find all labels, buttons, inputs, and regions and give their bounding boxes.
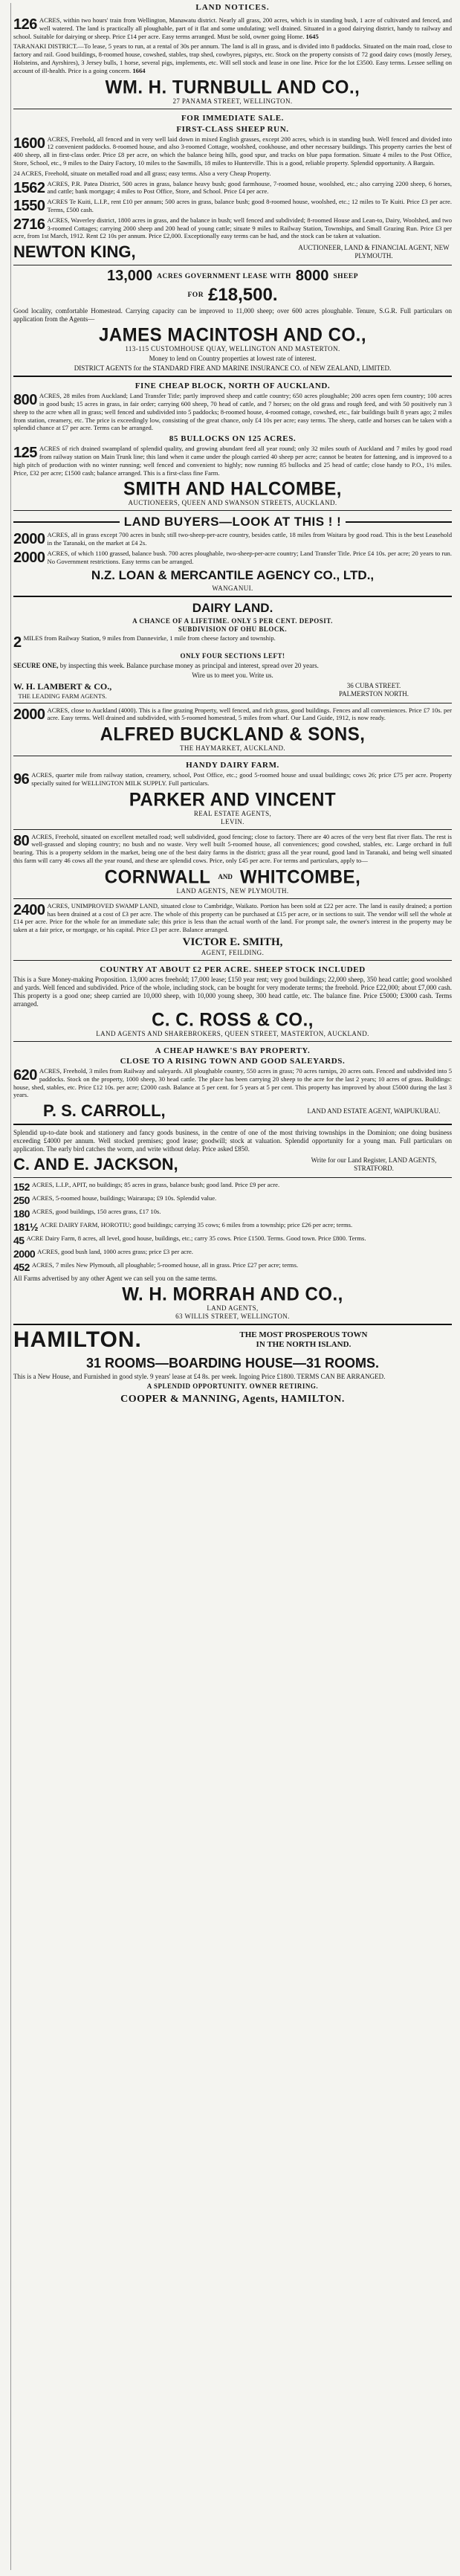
- listing-text: ACRES, 5-roomed house, buildings; Wairarapa; £9 10s. Splendid value.: [31, 1194, 217, 1202]
- firm-row: [13, 1155, 452, 1174]
- firm-name: JAMES MACINTOSH AND CO.,: [98, 324, 367, 346]
- listing-text: ACRE Dairy Farm, 8 acres, all level, good house, buildings, etc.; carry 35 cows. Price £1500. Terms. Good town. Price £800. Terms.: [26, 1234, 366, 1243]
- ad-nz-loan: [13, 511, 452, 596]
- ad-heading: A CHEAP HAWKE'S BAY PROPERTY.: [155, 1046, 311, 1056]
- acreage: 800: [13, 392, 37, 409]
- firm-town: LEVIN.: [221, 817, 244, 825]
- listing-text: ACRES, Freehold, 3 miles from Railway and saleyards. All ploughable country, 550 acres in grass; 70 acres turnips, 20 acres oats. Fenced and subdivided into 5 paddocks. Stock on the property, 1000 sheep, 30 head cattle. The place has been carrying 20 sheep to the acre for the last 2 years; 10 acres of grass. Buildings: house, shed, stables, etc. Price £12 10s. per acre; £2000 cash. Balance at 5 per cent. for 5 years at 5 per cent. This property has improved by about £5000 during the last 3 years.: [13, 1067, 452, 1099]
- ad-subheading: FIRST-CLASS SHEEP RUN.: [176, 124, 289, 134]
- firm-address-block: [296, 682, 452, 698]
- firm-row: [13, 867, 452, 887]
- ad-heading: HANDY DAIRY FARM.: [186, 761, 279, 770]
- firm-row: [13, 681, 452, 700]
- banner-heading: LAND BUYERS—LOOK AT THIS ! !: [123, 515, 342, 529]
- firm-and: AND: [218, 873, 233, 881]
- listing: [13, 531, 452, 547]
- listing-text: ACRES, all in grass except 700 acres in bush; still two-sheep-per-acre country, besides cattle, 18 miles from Waitara by good road. This is the best Leasehold in the Taranaki, on the market at £4 2s.: [47, 531, 452, 547]
- firm-name: PARKER AND VINCENT: [129, 789, 337, 811]
- town-name: HAMILTON.: [13, 1327, 142, 1353]
- acreage: 1550: [13, 198, 45, 214]
- ad-heading: DAIRY LAND.: [192, 600, 273, 615]
- acreage: 125: [13, 445, 37, 462]
- ad-cornwall-whitcombe: [13, 830, 452, 899]
- secure-note: [13, 662, 452, 670]
- listing-code: 1645: [305, 32, 319, 40]
- ad-parker-vincent: [13, 756, 452, 830]
- chance-line: A CHANCE OF A LIFETIME. ONLY 5 PER CENT. DEPOSIT.: [132, 616, 333, 625]
- listing: [13, 170, 452, 178]
- listing: [13, 902, 452, 934]
- firm-block: [13, 681, 111, 700]
- listing-text: ACRES, L.I.P., APIT, no buildings; 85 acres in grass, balance bush; good land. Price £9 per acre.: [31, 1181, 280, 1189]
- listing-text: ACRES, P.R. Patea District, 500 acres in grass, balance heavy bush; good farmhouse, 7-roomed house, woolshed, etc.; also carrying 2200 sheep, 6 horses, and cattle; bank mortgage; 4 miles to Post Office, Store, and School. Price £4 per acre.: [47, 179, 452, 196]
- listing-text: ACRES, 7 miles New Plymouth, all ploughable; 5-roomed house, all in grass. Price £27 per acre; terms.: [31, 1261, 299, 1269]
- firm-street: 36 CUBA STREET.: [346, 682, 401, 689]
- firm-name: COOPER & MANNING, Agents, HAMILTON.: [120, 1394, 345, 1405]
- listing: [13, 1208, 452, 1219]
- agency-note: All Farms advertised by any other Agent we can sell you on the same terms.: [13, 1275, 218, 1283]
- tagline-line-2: IN THE NORTH ISLAND.: [256, 1340, 352, 1350]
- ad-heading: FOR IMMEDIATE SALE.: [181, 113, 284, 123]
- listing-text: ACRES, good buildings, 150 acres grass, £17 10s.: [31, 1208, 161, 1216]
- ad-ross: [13, 961, 452, 1042]
- firm-address: LAND AGENTS AND SHAREBROKERS, QUEEN STREET, MASTERTON, AUCKLAND.: [96, 1030, 369, 1038]
- listing: [13, 16, 452, 40]
- price: £18,500.: [208, 285, 278, 306]
- tagline-line-1: THE MOST PROSPEROUS TOWN: [239, 1330, 368, 1340]
- firm-name: ALFRED BUCKLAND & SONS,: [100, 724, 366, 745]
- firm-name: C. C. ROSS & CO.,: [152, 1009, 314, 1031]
- listing: [13, 706, 452, 723]
- acreage: 45: [13, 1234, 25, 1246]
- firm-address: WANGANUI.: [212, 584, 253, 592]
- firm-name: NEWTON KING,: [13, 242, 136, 262]
- secure-lead: SECURE ONE,: [13, 661, 59, 669]
- listing-text: ACRES Te Kuiti, L.I.P., rent £10 per annum; 500 acres in grass, balance bush; good 8-roomed house, woolshed, etc.; 12 miles to Te Kuiti. Price £3 per acre. Terms, £500 cash.: [47, 198, 452, 213]
- listing: [13, 1181, 452, 1192]
- listing-text: ACRES, Waverley district, 1800 acres in grass, and the balance in bush; well fenced and subdivided; 8-roomed House and Lean-to, Dairy, Woolshed, and two 3-roomed Cottages; carrying 2000 sheep and 200 head of young cattle; situate 9 miles to Railway Station, Townships, and Small Grazing Run. Price £3 per acre, from 1st March, 1912. Rent £2 10s per annum. Price £2,000. Exceptionally easy terms can be had, and the stock can be taken at valuation.: [13, 216, 452, 240]
- listing: [13, 42, 452, 74]
- listing-text: ACRES, within two hours' train from Wellington, Manawatu district. Nearly all grass, 200 acres, which is in standing bush, 1 acre of cultivated and fenced, and well watered. The land is practically all ploughable, part of it flat and some undulating; well drained. Situated in a good dairying district, handy to railway and school. Suitable for dairying or sheep. Price £14 per acre. Easy terms arranged. Must be sold, owner going Home.: [13, 16, 452, 40]
- money-to-lend: Money to lend on Country properties at lowest rate of interest.: [149, 355, 317, 363]
- acreage: 452: [13, 1261, 30, 1273]
- listing-code: 1664: [132, 66, 146, 74]
- firm-address: LAND AND ESTATE AGENT, WAIPUKURAU.: [307, 1107, 441, 1115]
- firm-name: SMITH AND HALCOMBE,: [123, 478, 342, 500]
- town-tagline: [155, 1330, 452, 1350]
- wire-note: Wire us to meet you. Write us.: [192, 671, 273, 679]
- listing-text: ACRES, of which 1100 grassed, balance bush. 700 acres ploughable, two-sheep-per-acre country; Land Transfer Title. Price £4 10s. per acre; 20 years to run. No Government restrictions. Easy terms can be arranged.: [47, 549, 452, 565]
- listing-text: ACRES of rich drained swampland of splendid quality, and growing abundant feed all year round; only 32 miles south of Auckland and 7 miles by good road from railway station on Main Trunk line; this land when it came under the plough carried 40 sheep per acre; cannot be beaten for fattening, and is improved to a high pitch of production with no winter running; well fenced and convenient to highly; now running 85 bullocks and 25 head of cattle; close handy to P.O., 1½ miles. Price, £32 per acre; £1500 cash; balance arranged. This is a first-class fine Farm.: [13, 445, 452, 477]
- firm-row: [13, 242, 452, 262]
- acreage: 180: [13, 1208, 30, 1220]
- acreage: 2000: [13, 706, 45, 723]
- ad-body: Splendid up-to-date book and stationery and fancy goods business, in the centre of one of the most thriving townships in the Dominion; one doing business exceeding £4000 per annum. Well stocked premises; good lease; goodwill; stock at valuation. Splendid opportunity for a young man. Full particulars on application. The early bird catches the worm, and write without delay. Price asked £850.: [13, 1129, 452, 1153]
- acreage: 96: [13, 771, 30, 788]
- listing: [13, 1194, 452, 1205]
- listing-text: ACRES, close to Auckland (4000). This is a fine grazing Property, well fenced, and rich grass, good buildings. Fences and all conveniences. Price £7 10s. per acre. Easy terms. Well drained and subdivided, with 5-roomed homestead, 5 miles from wharf. Our Land Guide, 1912, is now ready.: [47, 706, 452, 722]
- rooms-headline: 31 ROOMS—BOARDING HOUSE—31 ROOMS.: [85, 1356, 380, 1371]
- listing: [13, 771, 452, 788]
- only-four-sections: ONLY FOUR SECTIONS LEFT!: [180, 651, 285, 660]
- acreage: 2: [13, 634, 22, 650]
- ad-hamilton: [13, 1325, 452, 1408]
- ad-victor-smith: [13, 899, 452, 961]
- listing-text: ACRES, quarter mile from railway station, creamery, school, Post Office, etc.; good 5-roomed house and usual buildings; cows 26; price £75 per acre. Property specially suited for WELLINGTON MILK SUPPLY. Full particulars.: [31, 771, 452, 787]
- listing-text: ACRES, UNIMPROVED SWAMP LAND, situated close to Cambridge, Waikato. Portion has been sold at £22 per acre. The land is easily drained; a portion has been drained at a cost of £3 per acre. The whole of this property can be purchased at £15 per acre, or in sections to suit. The vendor will sell the whole at £14 per acre. Price for the whole for an immediate sale; this price is less than the actual worth of the land. For prompt sale, the owner's interest in the property may be taken at a fair price, or mortgage, or his capital. Price £3 per acre. Balance arranged.: [13, 901, 452, 934]
- ad-turnbull: [13, 13, 452, 109]
- price-headline: [13, 285, 452, 306]
- firm-address: AUCTIONEERS, QUEEN AND SWANSON STREETS, AUCKLAND.: [128, 499, 337, 507]
- ad-heading: COUNTRY AT ABOUT £2 PER ACRE. SHEEP STOCK INCLUDED: [100, 965, 366, 975]
- lease-sheep-label: SHEEP: [333, 272, 359, 280]
- land-notices-column: [13, 3, 452, 1408]
- lease-text: ACRES GOVERNMENT LEASE WITH: [157, 272, 291, 280]
- firm-name-part2: WHITCOMBE,: [239, 866, 361, 888]
- acreage: 250: [13, 1194, 30, 1206]
- listing: [13, 833, 452, 865]
- masthead: LAND NOTICES.: [195, 3, 270, 12]
- lease-sheep-count: 8000: [295, 268, 329, 285]
- government-lease-headline: [13, 268, 452, 285]
- listing-text: 24 ACRES, Freehold, situate on metalled road and all grass; easy terms. Also a very Cheap Property.: [13, 169, 271, 177]
- listing: [13, 634, 452, 650]
- hamilton-header: [13, 1327, 452, 1353]
- adjacent-column-edge: [6, 3, 11, 2570]
- ad-subheading: 85 BULLOCKS ON 125 ACRES.: [169, 434, 297, 444]
- ad-carroll: [13, 1042, 452, 1125]
- secure-text: by inspecting this week. Balance purchase money as principal and interest, spread over 20 years.: [59, 661, 319, 669]
- listing: [13, 392, 452, 432]
- acreage: 1562: [13, 179, 45, 196]
- listing-text: TARANAKI DISTRICT.—To lease, 5 years to run, at a rental of 30s per annum. The land is all in grass, and is divided into 8 paddocks. Situated on the main road, close to factory and rail. Good buildings, 8-roomed house, cowshed, stables, trap shed, cowbyres, pigstys, etc. Stock on the property consists of 72 good dairy cows (mostly Jersey, Holsteins, and Ayrshires), 3 Jersey bulls, 1 horse, several pigs, implements, etc. Will sell stock and lease in one line. Price for the lot £3500. Easy terms. Lessee selling on account of ill-health. Price is a going concern.: [13, 42, 452, 74]
- firm-name: WM. H. TURNBULL AND CO.,: [105, 76, 360, 98]
- newspaper-page: [6, 3, 454, 2570]
- banner-rule-left: [13, 521, 120, 523]
- ad-macintosh: [13, 265, 452, 377]
- listing-text: MILES from Railway Station, 9 miles from Dannevirke, 1 mile from cheese factory and township.: [23, 634, 276, 642]
- acreage: 620: [13, 1067, 37, 1084]
- firm-address: 27 PANAMA STREET, WELLINGTON.: [172, 97, 293, 105]
- listing: [13, 445, 452, 477]
- listing-text: ACRES, Freehold, situated on excellent metalled road; well subdivided, good fencing; close to factory. There are 40 acres of the very best flat river flats. The rest is well-grassed and sloping country; no bush and no waste. Very well built 5-roomed house, all conveniences; good cowshed, stables, etc. Large orchard in full bearing. This is a property seldom in the market, being one of the best dairy farms in the district; grass all the year round, good land in Taranaki, and being well situated this farm will carry 46 cows all the year round, and these are splendid cows. Price, only £45 per acre. For terms and particulars, apply to—: [13, 832, 452, 865]
- firm-subtitle: REAL ESTATE AGENTS,: [193, 809, 272, 817]
- subdivision-line: SUBDIVISION OF OHU BLOCK.: [178, 625, 288, 633]
- acreage: 152: [13, 1181, 30, 1193]
- listing: [13, 1221, 452, 1232]
- acreage: 126: [13, 16, 37, 33]
- acreage: 80: [13, 832, 30, 849]
- acreage: 181½: [13, 1221, 39, 1233]
- ad-newton-king: [13, 109, 452, 266]
- firm-town: PALMERSTON NORTH.: [339, 690, 409, 698]
- firm-name: VICTOR E. SMITH,: [182, 936, 283, 949]
- listing: [13, 216, 452, 240]
- acreage: 2000: [13, 1248, 36, 1260]
- acreage: 2716: [13, 216, 45, 233]
- firm-tagline: AUCTIONEER, LAND & FINANCIAL AGENT, NEW PLYMOUTH.: [298, 244, 450, 260]
- listing: [13, 1067, 452, 1099]
- acreage: 1600: [13, 135, 45, 152]
- firm-tagline: THE LEADING FARM AGENTS.: [18, 692, 107, 700]
- firm-name: W. H. MORRAH AND CO.,: [122, 1284, 343, 1305]
- ad-body: This is a Sure Money-making Proposition. 13,000 acres freehold; 17,000 lease; £150 year rent; very good buildings; 22,000 sheep, 350 head cattle; good woolshed and yards. Well fenced and subdivided. Price of the whole, including stock, can be bought for very moderate terms; the freehold. Price £22,000; about £7,000 cash. This property is a good one; sheep carried are 10,000 sheep, with 10,000 young sheep, 300 head cattle, etc. The balance fine. Price £5000; £3000 cash. Terms arranged.: [13, 976, 452, 1008]
- firm-address: 63 WILLIS STREET, WELLINGTON.: [175, 1313, 290, 1321]
- ad-buckland: [13, 703, 452, 757]
- listing: [13, 135, 452, 167]
- firm-address: LAND AGENTS, NEW PLYMOUTH.: [176, 886, 289, 895]
- firm-name: N.Z. LOAN & MERCANTILE AGENCY CO., LTD.,: [91, 567, 375, 582]
- firm-address: AGENT, FEILDING.: [201, 949, 265, 957]
- firm-name: P. S. CARROLL,: [43, 1101, 166, 1121]
- listing: [13, 1261, 452, 1272]
- ad-jackson: [13, 1125, 452, 1178]
- land-buyers-banner: [13, 515, 452, 529]
- acreage: 2400: [13, 901, 45, 918]
- listing: [13, 1248, 452, 1259]
- acreage: 2000: [13, 531, 45, 547]
- insurance-agents: DISTRICT AGENTS for the STANDARD FIRE AND MARINE INSURANCE CO. of NEW ZEALAND, LIMITED.: [74, 364, 392, 373]
- listing: [13, 180, 452, 196]
- ad-heading: FINE CHEAP BLOCK, NORTH OF AUCKLAND.: [135, 381, 331, 391]
- listing: [13, 550, 452, 566]
- banner-rule-right: [346, 521, 452, 523]
- firm-name: W. H. LAMBERT & CO.,: [13, 680, 112, 692]
- opportunity-line: A SPLENDID OPPORTUNITY. OWNER RETIRING.: [146, 1382, 319, 1391]
- ad-body: Good locality, comfortable Homestead. Carrying capacity can be improved to 11,000 sheep; over 600 acres ploughable. Tenure, S.G.R. Full particulars on application from the Agents—: [13, 307, 452, 323]
- price-for: FOR: [187, 292, 204, 300]
- listing-text: ACRES, good bush land, 1000 acres grass; price £3 per acre.: [37, 1248, 193, 1256]
- lease-acres: 13,000: [106, 268, 153, 285]
- firm-name: C. AND E. JACKSON,: [13, 1155, 178, 1174]
- firm-subtitle: LAND AGENTS,: [207, 1304, 259, 1313]
- listing-text: ACRE DAIRY FARM, HOROTIU; good buildings; carrying 35 cows; 6 miles from a township; price £26 per acre; terms.: [40, 1221, 353, 1229]
- firm-name-part1: CORNWALL: [104, 866, 211, 888]
- ad-lambert: [13, 597, 452, 703]
- listing: [13, 1234, 452, 1246]
- firm-address: THE HAYMARKET, AUCKLAND.: [179, 744, 286, 753]
- listing-text: ACRES, Freehold, all fenced and in very well laid down in mixed English grasses, except 200 acres, which is in standing bush. Well fenced and divided into 12 convenient paddocks. 8-roomed house, and also 3-roomed Cottage, woolshed, cookhouse, and other necessary buildings. This property carries the best of 400 sheep, all in first-class order. Price £8 per acre, on which the balance being hills, good spur, and tracks on blue papa formation. Situate 4 miles to the Post Office, Store, School, etc., 9 miles to the Dairy Factory, 10 miles to the Sawmills, 18 miles to Hunterville. This is a good, reliable property. Splendid opportunity. A Bargain.: [13, 135, 452, 167]
- firm-tagline: Write for our Land Register, LAND AGENTS, STRATFORD.: [311, 1156, 437, 1173]
- ad-subheading: CLOSE TO A RISING TOWN AND GOOD SALEYARDS.: [120, 1057, 346, 1066]
- listing-text: ACRES, 28 miles from Auckland; Land Transfer Title; partly improved sheep and cattle country; 650 acres ploughable; 200 acres open fern country; 100 acres in good bush; 15 acres in grass, in fair order; carrying 600 sheep, 70 head of cattle, and 7 horses; on the old grass and rough feed, and with 50 positively run 3 sheep to the acre when all in grass; well fenced and subdivided into 5 paddocks; 8-roomed house, 4-roomed cottage, cowshed, etc., fair buildings built 8 years ago; 2 miles from station, creamery, etc. The price is exceedingly low, consisting of the great chance, only £4 10s per acre; easy terms. The sheep, cattle and horses can be taken with a splendid chance at £7 per acre. Terms can be arranged.: [13, 392, 452, 432]
- firm-row: [13, 1101, 452, 1121]
- ad-morrah: [13, 1178, 452, 1325]
- listing: [13, 198, 452, 214]
- acreage: 2000: [13, 549, 45, 566]
- firm-address: 113-115 CUSTOMHOUSE QUAY, WELLINGTON AND MASTERTON.: [125, 345, 340, 353]
- ad-smith-halcombe: [13, 377, 452, 511]
- ad-body: This is a New House, and Furnished in good style. 9 years' lease at £4 8s. per week. Ingoing Price £1800. TERMS CAN BE ARRANGED.: [13, 1373, 386, 1381]
